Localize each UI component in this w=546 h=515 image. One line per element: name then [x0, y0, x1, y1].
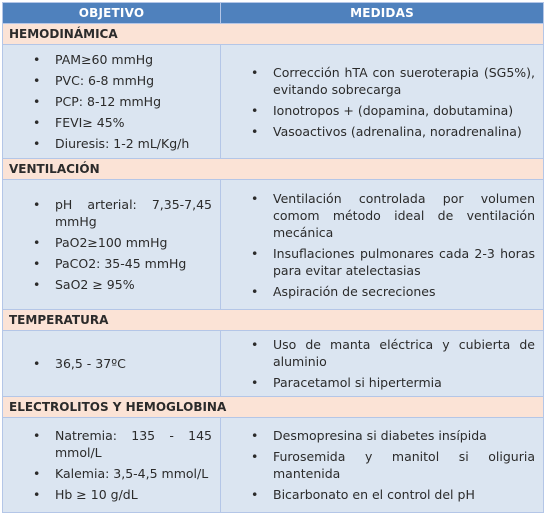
list-item: • PaCO2: 35-45 mmHg	[3, 255, 220, 272]
medidas-list	[221, 190, 543, 300]
objetivos-list	[3, 355, 220, 372]
list-item: • PVC: 6-8 mmHg	[3, 72, 220, 89]
section-title: VENTILACIÓN	[3, 159, 544, 180]
list-item: • 36,5 - 37ºC	[3, 355, 220, 372]
objetivos-list	[3, 427, 220, 503]
list-item: • PaO2≥100 mmHg	[3, 234, 220, 251]
section-body-electrolitos	[3, 418, 544, 513]
medidas-cell	[221, 418, 544, 513]
section-body-temperatura	[3, 331, 544, 397]
list-item: • Bicarbonato en el control del pH	[221, 486, 543, 503]
section-title: TEMPERATURA	[3, 310, 544, 331]
objetivos-cell	[3, 45, 221, 159]
list-item: • Furosemida y manitol si oliguria mantenida	[221, 448, 543, 482]
section-row-electrolitos	[3, 397, 544, 418]
medidas-cell	[221, 45, 544, 159]
objetivos-list	[3, 196, 220, 293]
objetivos-cell	[3, 418, 221, 513]
table-header-row	[3, 3, 544, 24]
objetivos-list	[3, 51, 220, 152]
list-item: • Desmopresina si diabetes insípida	[221, 427, 543, 444]
list-item: • Kalemia: 3,5-4,5 mmol/L	[3, 465, 220, 482]
list-item: • Aspiración de secreciones	[221, 283, 543, 300]
objetivos-cell	[3, 331, 221, 397]
medidas-cell	[221, 180, 544, 310]
list-item: • Paracetamol si hipertermia	[221, 374, 543, 391]
list-item: • Natremia: 135 - 145 mmol/L	[3, 427, 220, 461]
list-item: • Insuflaciones pulmonares cada 2-3 horas para evitar atelectasias	[221, 245, 543, 279]
medidas-list	[221, 64, 543, 140]
section-title: ELECTROLITOS Y HEMOGLOBINA	[3, 397, 544, 418]
medidas-cell	[221, 331, 544, 397]
section-row-temperatura	[3, 310, 544, 331]
section-body-ventilacion	[3, 180, 544, 310]
list-item: • Hb ≥ 10 g/dL	[3, 486, 220, 503]
list-item: • SaO2 ≥ 95%	[3, 276, 220, 293]
list-item: • PCP: 8-12 mmHg	[3, 93, 220, 110]
list-item: • Ionotropos + (dopamina, dobutamina)	[221, 102, 543, 119]
list-item: • Uso de manta eléctrica y cubierta de aluminio	[221, 336, 543, 370]
list-item: • Corrección hTA con sueroterapia (SG5%), evitando sobrecarga	[221, 64, 543, 98]
list-item: • FEVI≥ 45%	[3, 114, 220, 131]
list-item: • PAM≥60 mmHg	[3, 51, 220, 68]
list-item: • Vasoactivos (adrenalina, noradrenalina)	[221, 123, 543, 140]
list-item: • Ventilación controlada por volumen comom método ideal de ventilación mecánica	[221, 190, 543, 241]
header-objetivo: OBJETIVO	[3, 3, 221, 24]
list-item: • Diuresis: 1-2 mL/Kg/h	[3, 135, 220, 152]
treatment-table	[2, 2, 544, 513]
section-title: HEMODINÁMICA	[3, 24, 544, 45]
objetivos-cell	[3, 180, 221, 310]
list-item: • pH arterial: 7,35-7,45 mmHg	[3, 196, 220, 230]
section-row-hemodinamica	[3, 24, 544, 45]
section-row-ventilacion	[3, 159, 544, 180]
medidas-list	[221, 427, 543, 503]
medidas-list	[221, 336, 543, 391]
header-medidas: MEDIDAS	[221, 3, 544, 24]
section-body-hemodinamica	[3, 45, 544, 159]
